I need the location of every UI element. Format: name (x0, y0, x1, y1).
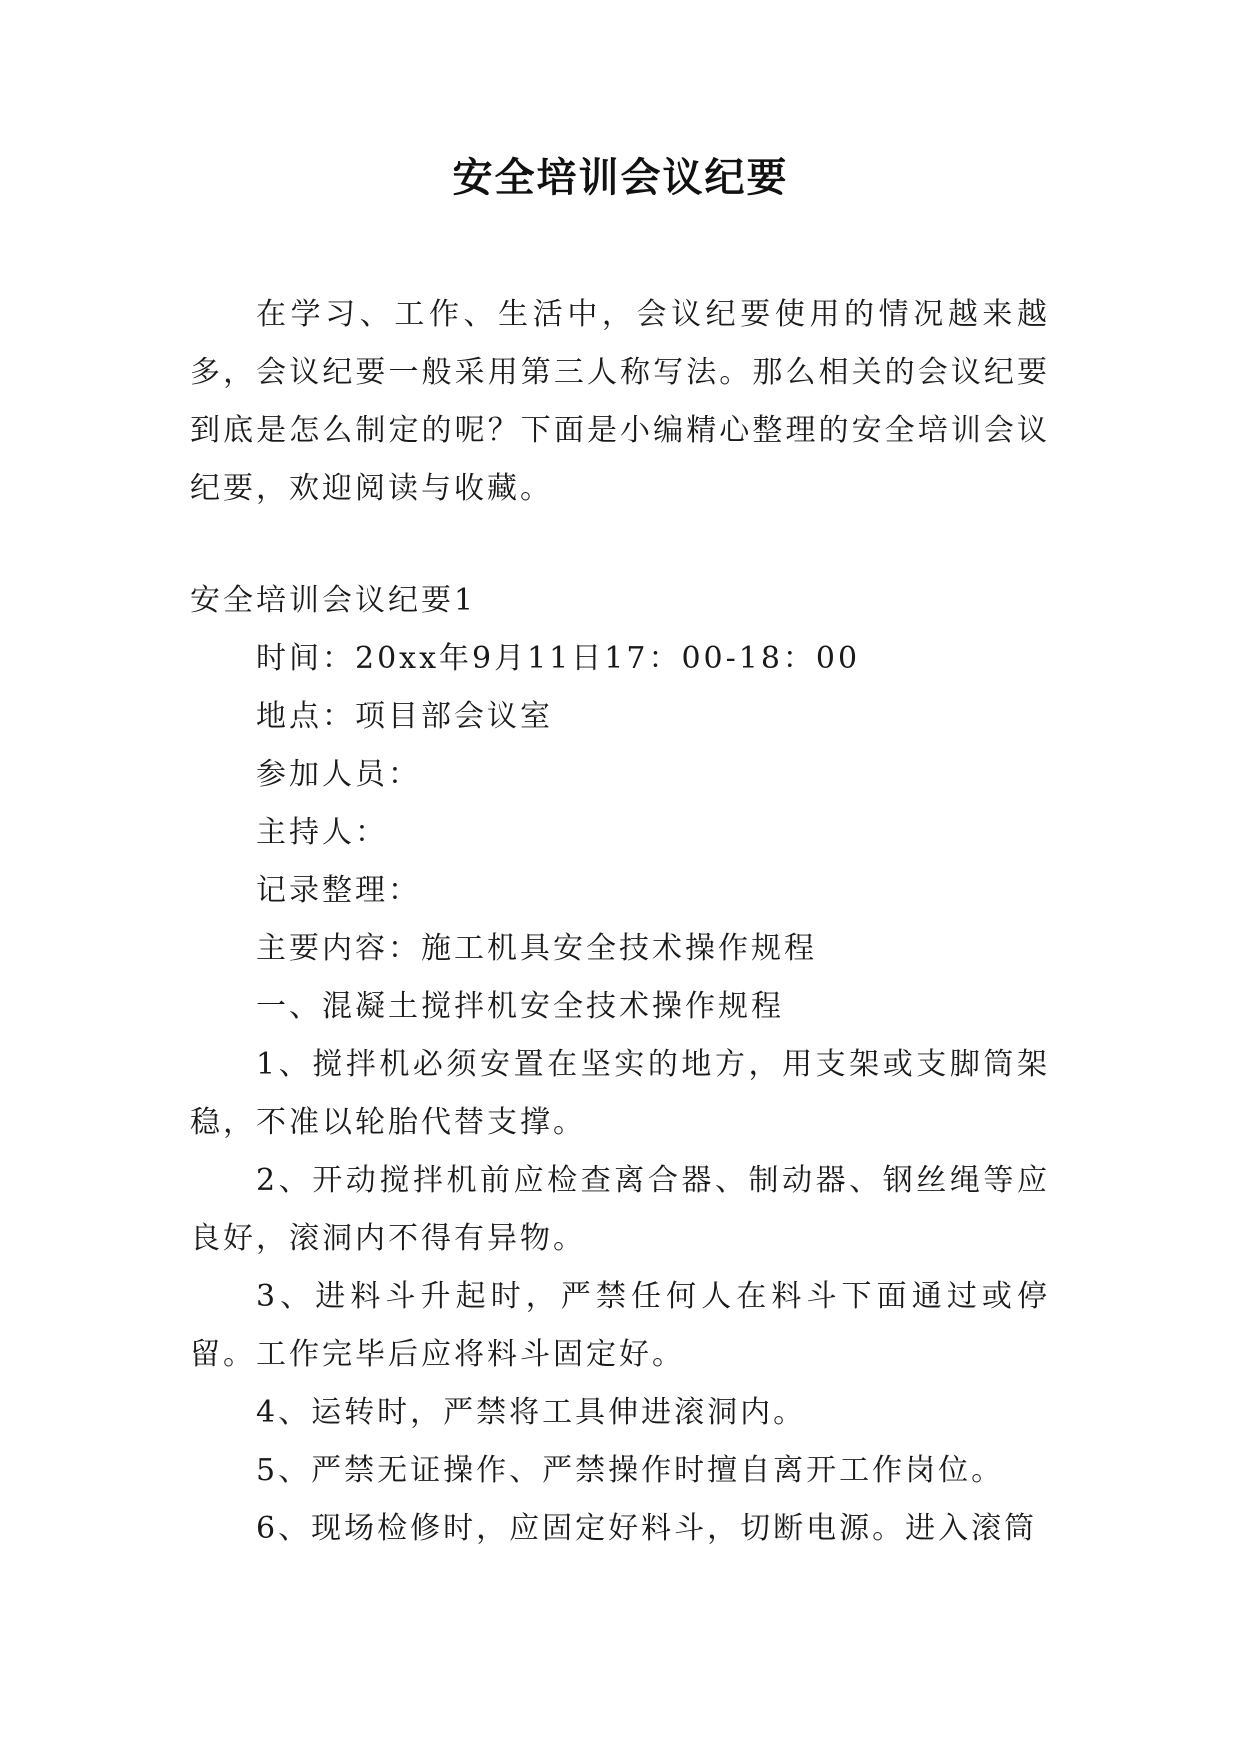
rule-item: 6、现场检修时，应固定好料斗，切断电源。进入滚筒 (256, 1511, 1038, 1546)
page-title: 安全培训会议纪要 (452, 155, 789, 201)
rules-subheading: 一、混凝土搅拌机安全技术操作规程 (256, 989, 784, 1024)
meeting-recorder: 记录整理： (256, 873, 421, 908)
intro-paragraph: 在学习、工作、生活中，会议纪要使用的情况越来越多，会议纪要一般采用第三人称写法。那么相关的会议纪要到底是怎么制定的呢？下面是小编精心整理的安全培训会议纪要，欢迎阅读与收藏。 (190, 297, 1050, 506)
intro-block (190, 286, 1050, 518)
meeting-location: 地点：项目部会议室 (256, 699, 553, 734)
rule-item: 2、开动搅拌机前应检查离合器、制动器、钢丝绳等应良好，滚洞内不得有异物。 (190, 1163, 1050, 1256)
rule-item: 5、严禁无证操作、严禁操作时擅自离开工作岗位。 (256, 1453, 1005, 1488)
meeting-main-content: 主要内容：施工机具安全技术操作规程 (256, 931, 817, 966)
minutes-content (190, 572, 1050, 1558)
meeting-participants: 参加人员： (256, 757, 421, 792)
rule-item: 3、进料斗升起时，严禁任何人在料斗下面通过或停留。工作完毕后应将料斗固定好。 (190, 1279, 1050, 1372)
meeting-host: 主持人： (256, 815, 388, 850)
section-heading: 安全培训会议纪要1 (190, 583, 477, 618)
rule-item: 4、运转时，严禁将工具伸进滚洞内。 (256, 1395, 807, 1430)
meeting-time: 时间：20xx年9月11日17：00-18：00 (256, 641, 861, 676)
rule-item: 1、搅拌机必须安置在坚实的地方，用支架或支脚筒架稳，不准以轮胎代替支撑。 (190, 1047, 1050, 1140)
